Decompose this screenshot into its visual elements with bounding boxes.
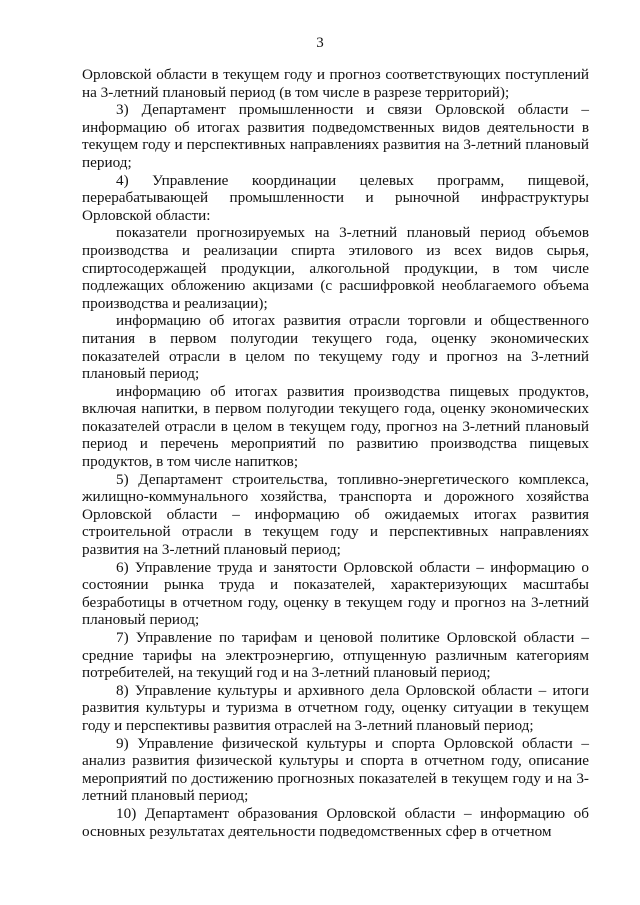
paragraph-item-4-alcohol: показатели прогнозируемых на 3-летний плановый период объемов производства и реализации спирта этилового из всех видов сырья, спиртосодержащей продукции, алкогольной продукции, в том числе подлежащих обложению акцизами (с расшифровкой необлагаемого объема производства и реализации); xyxy=(82,224,589,312)
paragraph-item-10: 10) Департамент образования Орловской области – информацию об основных результатах деятельности подведомственных сфер в отчетном xyxy=(82,804,589,840)
page-number: 3 xyxy=(316,35,324,51)
paragraph-item-5: 5) Департамент строительства, топливно-энергетического комплекса, жилищно-коммунального хозяйства, транспорта и дорожного хозяйства Орловской области – информацию об ожидаемых итогах развития строительной отрасли в текущем году и перспективных направлениях развития на 3-летний плановый период; xyxy=(82,470,589,559)
document-body xyxy=(82,66,589,840)
paragraph-item-3: 3) Департамент промышленности и связи Орловской области – информацию об итогах развития подведомственных видов деятельности в текущем году и перспективных направлениях развития на 3-летний плановый период; xyxy=(82,101,589,171)
paragraph-item-4-food: информацию об итогах развития производства пищевых продуктов, включая напитки, в первом полугодии текущего года, оценку экономических показателей отрасли в целом в текущем году, прогноз на 3-летний плановый период и перечень мероприятий по развитию производства пищевых продуктов, в том числе напитков; xyxy=(82,382,589,471)
paragraph-item-8: 8) Управление культуры и архивного дела Орловской области – итоги развития культуры и туризма в отчетном году, оценку ситуации в текущем году и перспективы развития отраслей на 3-летний плановый период; xyxy=(82,681,589,734)
paragraph-item-4-trade: информацию об итогах развития отрасли торговли и общественного питания в первом полугодии текущего года, оценку экономических показателей отрасли в целом по текущему году и прогноз на 3-летний плановый период; xyxy=(82,312,589,383)
paragraph-item-6: 6) Управление труда и занятости Орловской области – информацию о состоянии рынка труда и показателей, характеризующих масштабы безработицы в отчетном году, оценку в текущем году и прогноз на 3-летний плановый период; xyxy=(82,558,589,629)
paragraph-item-9: 9) Управление физической культуры и спорта Орловской области – анализ развития физической культуры и спорта в отчетном году, описание мероприятий по достижению прогнозных показателей в текущем году и на 3-летний плановый период; xyxy=(82,734,589,805)
paragraph-item-7: 7) Управление по тарифам и ценовой политике Орловской области – средние тарифы на электроэнергию, отпущенную различным категориям потребителей, на текущий год и на 3-летний плановый период; xyxy=(82,629,589,682)
paragraph-continuation: Орловской области в текущем году и прогноз соответствующих поступлений на 3-летний плановый период (в том числе в разрезе территорий); xyxy=(82,66,589,101)
paragraph-item-4: 4) Управление координации целевых программ, пищевой, перерабатывающей промышленности и рыночной инфраструктуры Орловской области: xyxy=(82,171,589,224)
